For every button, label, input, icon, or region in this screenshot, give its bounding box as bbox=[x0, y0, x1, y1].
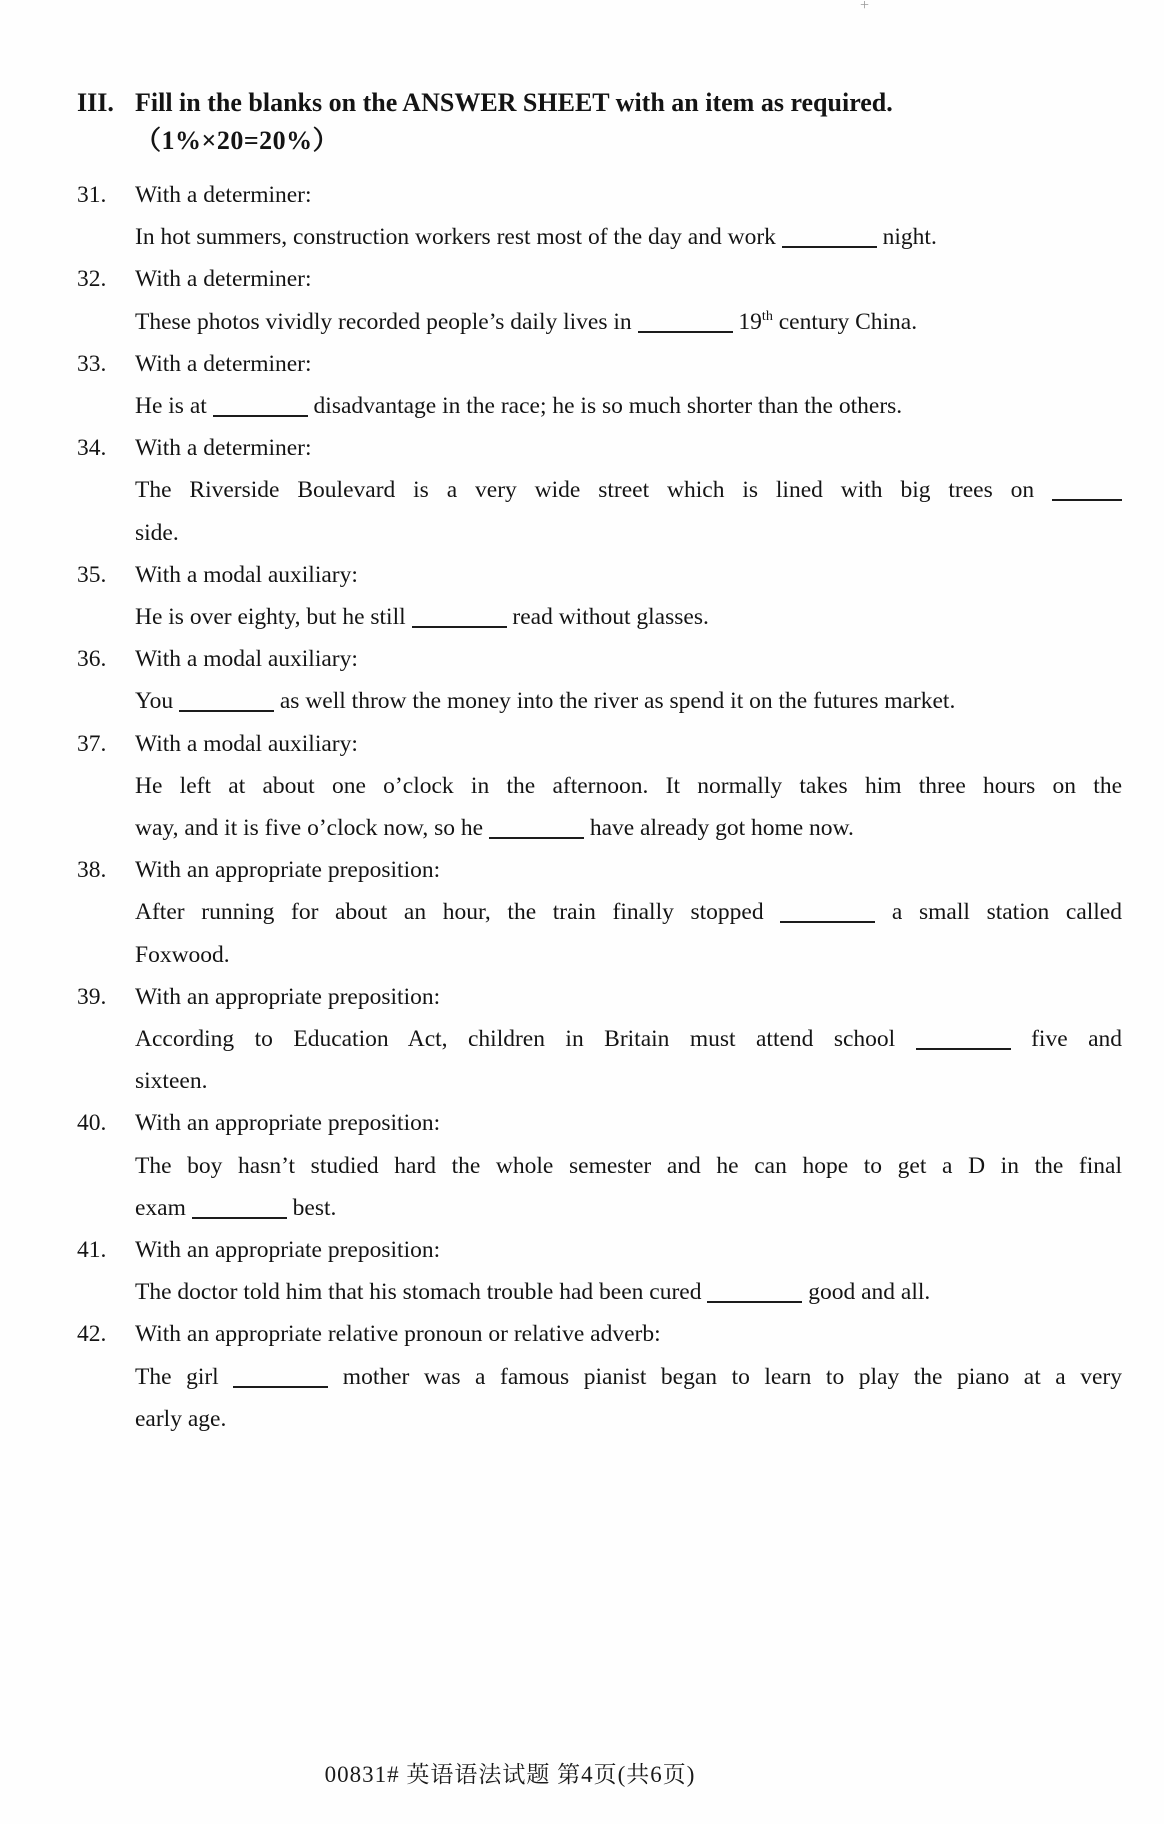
ordinal-superscript: th bbox=[761, 307, 773, 324]
sentence-text: five and bbox=[1010, 1026, 1122, 1053]
answer-blank bbox=[233, 1371, 328, 1388]
question-number: 35. bbox=[77, 561, 107, 588]
sentence-text: You bbox=[135, 688, 179, 715]
question-number: 40. bbox=[77, 1110, 107, 1137]
question-33 bbox=[77, 343, 1122, 427]
question-prompt-row bbox=[77, 723, 1122, 765]
question-number: 37. bbox=[77, 730, 107, 757]
answer-blank bbox=[782, 231, 877, 248]
registration-cross-mark: + bbox=[860, 0, 870, 14]
sentence-text: early age. bbox=[135, 1405, 227, 1432]
sentence-text: The boy hasn’t studied hard the whole semester and he can hope to get a D in the final bbox=[135, 1152, 1122, 1179]
answer-blank bbox=[213, 400, 308, 417]
question-prompt-row bbox=[77, 849, 1122, 891]
answer-blank bbox=[489, 822, 584, 839]
question-prompt: With a modal auxiliary: bbox=[135, 561, 358, 588]
question-prompt: With an appropriate preposition: bbox=[135, 983, 441, 1010]
question-sentence-line bbox=[135, 1018, 1122, 1060]
section-score-note: （1%×20=20%） bbox=[135, 126, 340, 155]
question-number: 42. bbox=[77, 1321, 107, 1348]
section-number: III. bbox=[77, 88, 114, 117]
answer-blank bbox=[179, 695, 274, 712]
question-37 bbox=[77, 723, 1122, 850]
sentence-text: The Riverside Boulevard is a very wide street which is lined with big trees on bbox=[135, 477, 1052, 504]
sentence-text: According to Education Act, children in Britain must attend school bbox=[135, 1026, 916, 1053]
question-sentence-line bbox=[135, 1187, 1122, 1229]
question-prompt: With a determiner: bbox=[135, 350, 312, 377]
question-32 bbox=[77, 258, 1122, 342]
question-prompt: With an appropriate relative pronoun or relative adverb: bbox=[135, 1321, 661, 1348]
sentence-text: In hot summers, construction workers rest most of the day and work bbox=[135, 224, 782, 251]
question-40 bbox=[77, 1102, 1122, 1229]
question-prompt: With a determiner: bbox=[135, 435, 312, 462]
page-footer: 00831# 英语语法试题 第4页(共6页) bbox=[324, 1762, 696, 1787]
question-number: 33. bbox=[77, 350, 107, 377]
question-sentence-line bbox=[135, 680, 1122, 722]
question-prompt: With an appropriate preposition: bbox=[135, 1110, 441, 1137]
question-prompt: With a determiner: bbox=[135, 266, 312, 293]
question-number: 39. bbox=[77, 983, 107, 1010]
sentence-text: The girl bbox=[135, 1363, 234, 1390]
answer-blank bbox=[638, 316, 733, 333]
question-sentence-line bbox=[135, 512, 1122, 554]
question-sentence-line bbox=[135, 385, 1122, 427]
question-number: 38. bbox=[77, 857, 107, 884]
question-number: 41. bbox=[77, 1237, 107, 1264]
question-sentence-line bbox=[135, 1356, 1122, 1398]
question-number: 36. bbox=[77, 646, 107, 673]
question-prompt: With a determiner: bbox=[135, 182, 312, 208]
answer-blank bbox=[192, 1202, 287, 1219]
question-sentence-line bbox=[135, 1271, 1122, 1313]
question-prompt-row bbox=[77, 174, 1122, 216]
sentence-text: way, and it is five o’clock now, so he bbox=[135, 815, 489, 842]
sentence-text: He is over eighty, but he still bbox=[135, 604, 412, 631]
sentence-text: He is at bbox=[135, 393, 213, 420]
sentence-text: a small station called bbox=[875, 899, 1122, 926]
section-title: Fill in the blanks on the ANSWER SHEET with an item as required. bbox=[135, 88, 893, 117]
question-sentence-line bbox=[135, 1145, 1122, 1187]
sentence-text: night. bbox=[876, 224, 937, 251]
question-sentence-line bbox=[135, 934, 1122, 976]
sentence-text: exam bbox=[135, 1194, 192, 1221]
sentence-text: These photos vividly recorded people’s daily lives in bbox=[135, 308, 638, 335]
section-title-block bbox=[135, 84, 1120, 160]
answer-blank bbox=[707, 1286, 802, 1303]
question-39 bbox=[77, 976, 1122, 1103]
answer-blank bbox=[412, 611, 507, 628]
question-list bbox=[77, 174, 1122, 1440]
sentence-text: Foxwood. bbox=[135, 941, 230, 968]
sentence-text: as well throw the money into the river as spend it on the futures market. bbox=[274, 688, 956, 715]
question-prompt: With a modal auxiliary: bbox=[135, 646, 358, 673]
question-35 bbox=[77, 554, 1122, 638]
answer-blank bbox=[780, 906, 875, 923]
question-34 bbox=[77, 427, 1122, 554]
sentence-text: good and all. bbox=[802, 1279, 931, 1306]
sentence-text: sixteen. bbox=[135, 1068, 208, 1095]
question-36 bbox=[77, 638, 1122, 722]
question-41 bbox=[77, 1229, 1122, 1313]
question-prompt-row bbox=[77, 976, 1122, 1018]
question-sentence-line bbox=[135, 301, 1122, 343]
question-prompt: With an appropriate preposition: bbox=[135, 857, 441, 884]
sentence-text: disadvantage in the race; he is so much shorter than the others. bbox=[307, 393, 903, 420]
sentence-text: 19 bbox=[732, 308, 762, 335]
question-42 bbox=[77, 1313, 1122, 1440]
question-prompt-row bbox=[77, 343, 1122, 385]
question-prompt-row bbox=[77, 554, 1122, 596]
question-sentence-line bbox=[135, 1060, 1122, 1102]
question-prompt-row bbox=[77, 1102, 1122, 1144]
question-prompt: With a modal auxiliary: bbox=[135, 730, 358, 757]
question-38 bbox=[77, 849, 1122, 976]
question-number: 31. bbox=[77, 182, 107, 208]
question-31 bbox=[77, 174, 1122, 258]
question-sentence-line bbox=[135, 807, 1122, 849]
sentence-text: After running for about an hour, the train finally stopped bbox=[135, 899, 781, 926]
sentence-text: have already got home now. bbox=[583, 815, 854, 842]
question-prompt-row bbox=[77, 258, 1122, 300]
question-prompt-row bbox=[77, 1229, 1122, 1271]
question-sentence-line bbox=[135, 891, 1122, 933]
question-prompt: With an appropriate preposition: bbox=[135, 1237, 441, 1264]
sentence-text: best. bbox=[286, 1194, 337, 1221]
question-sentence-line bbox=[135, 216, 1122, 258]
question-sentence-line bbox=[135, 765, 1122, 807]
question-prompt-row bbox=[77, 638, 1122, 680]
question-prompt-row bbox=[77, 427, 1122, 469]
question-sentence-line bbox=[135, 469, 1122, 511]
sentence-text: mother was a famous pianist began to learn to play the piano at a very bbox=[328, 1363, 1122, 1390]
question-prompt-row bbox=[77, 1313, 1122, 1355]
question-number: 34. bbox=[77, 435, 107, 462]
question-number: 32. bbox=[77, 266, 107, 293]
sentence-text: side. bbox=[135, 519, 179, 546]
sentence-text: century China. bbox=[772, 308, 918, 335]
question-sentence-line bbox=[135, 1398, 1122, 1440]
sentence-text: The doctor told him that his stomach trouble had been cured bbox=[135, 1279, 708, 1306]
section-header bbox=[0, 0, 1164, 160]
sentence-text: read without glasses. bbox=[506, 604, 709, 631]
answer-blank bbox=[916, 1033, 1011, 1050]
question-sentence-line bbox=[135, 596, 1122, 638]
answer-blank bbox=[1052, 484, 1122, 501]
sentence-text: He left at about one o’clock in the afternoon. It normally takes him three hours on the bbox=[135, 772, 1122, 799]
